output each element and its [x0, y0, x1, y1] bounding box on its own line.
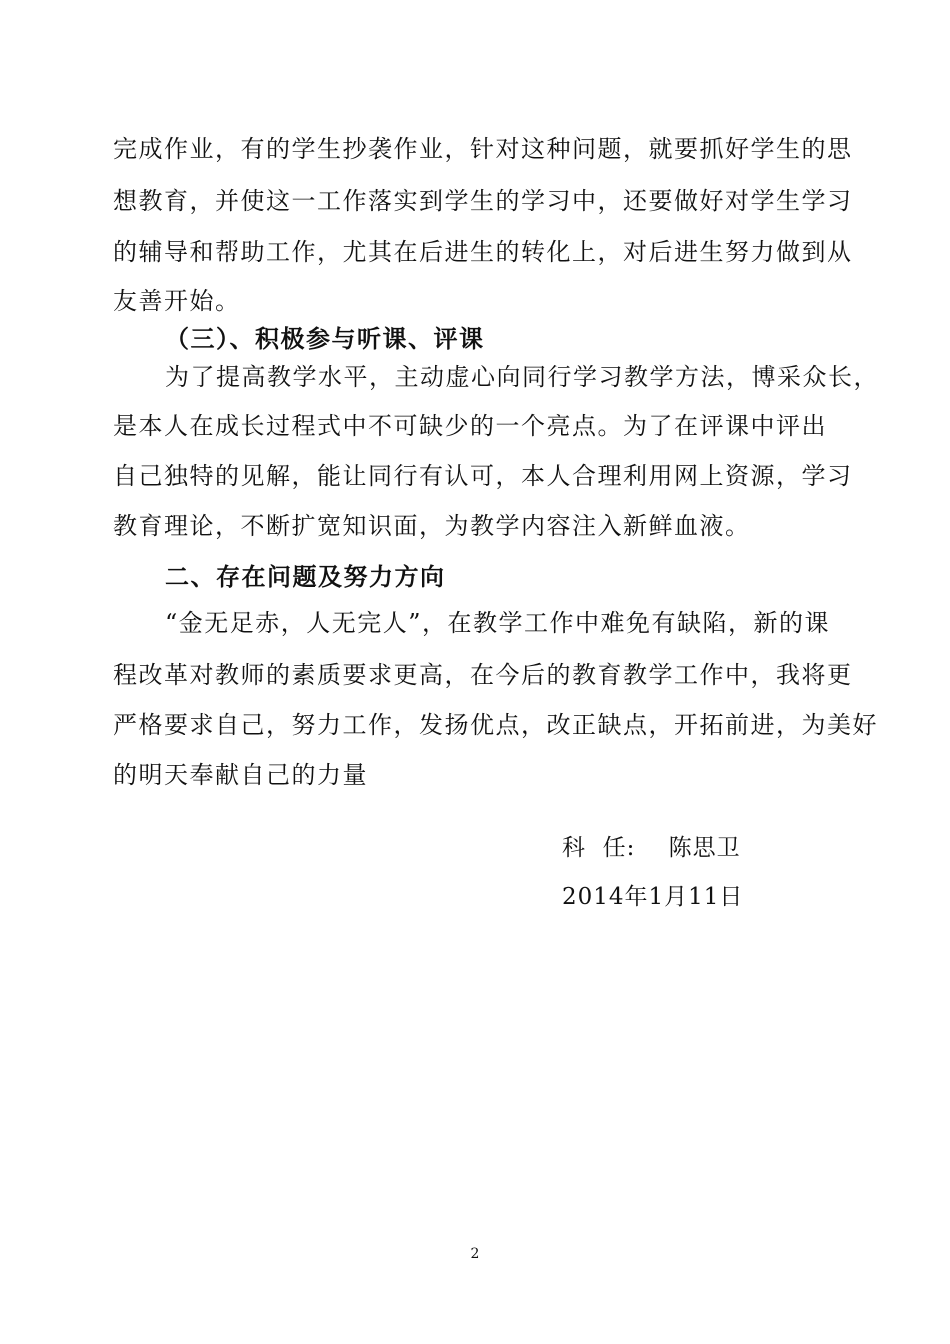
paragraph3-line: 程改革对教师的素质要求更高，在今后的教育教学工作中，我将更 — [113, 661, 853, 689]
signature-role-name: 科 任: 陈思卫 — [562, 835, 741, 861]
page-number: 2 — [470, 1246, 480, 1262]
paragraph3-line: “金无足赤，人无完人”，在教学工作中难免有缺陷，新的课 — [165, 609, 831, 637]
paragraph1-line: 想教育，并使这一工作落实到学生的学习中，还要做好对学生学习 — [113, 187, 853, 215]
paragraph3-line: 的明天奉献自己的力量 — [113, 761, 368, 789]
paragraph2-line: 是本人在成长过程式中不可缺少的一个亮点。为了在评课中评出 — [113, 412, 827, 440]
paragraph1-line: 友善开始。 — [113, 287, 241, 315]
paragraph2-line: 教育理论，不断扩宽知识面，为教学内容注入新鲜血液。 — [113, 512, 751, 540]
section-heading-two: 二、存在问题及努力方向 — [165, 562, 446, 591]
paragraph2-line: 为了提高教学水平，主动虚心向同行学习教学方法，博采众长， — [165, 363, 879, 391]
signature-date: 2014年1月11日 — [562, 884, 744, 910]
paragraph1-line: 的辅导和帮助工作，尤其在后进生的转化上，对后进生努力做到从 — [113, 238, 853, 266]
paragraph1-line: 完成作业，有的学生抄袭作业，针对这种问题，就要抓好学生的思 — [113, 135, 853, 163]
paragraph3-line: 严格要求自己，努力工作，发扬优点，改正缺点，开拓前进，为美好 — [113, 711, 878, 739]
paragraph2-line: 自己独特的见解，能让同行有认可，本人合理利用网上资源，学习 — [113, 462, 853, 490]
section-heading-three: （三）、积极参与听课、评课 — [165, 324, 485, 353]
